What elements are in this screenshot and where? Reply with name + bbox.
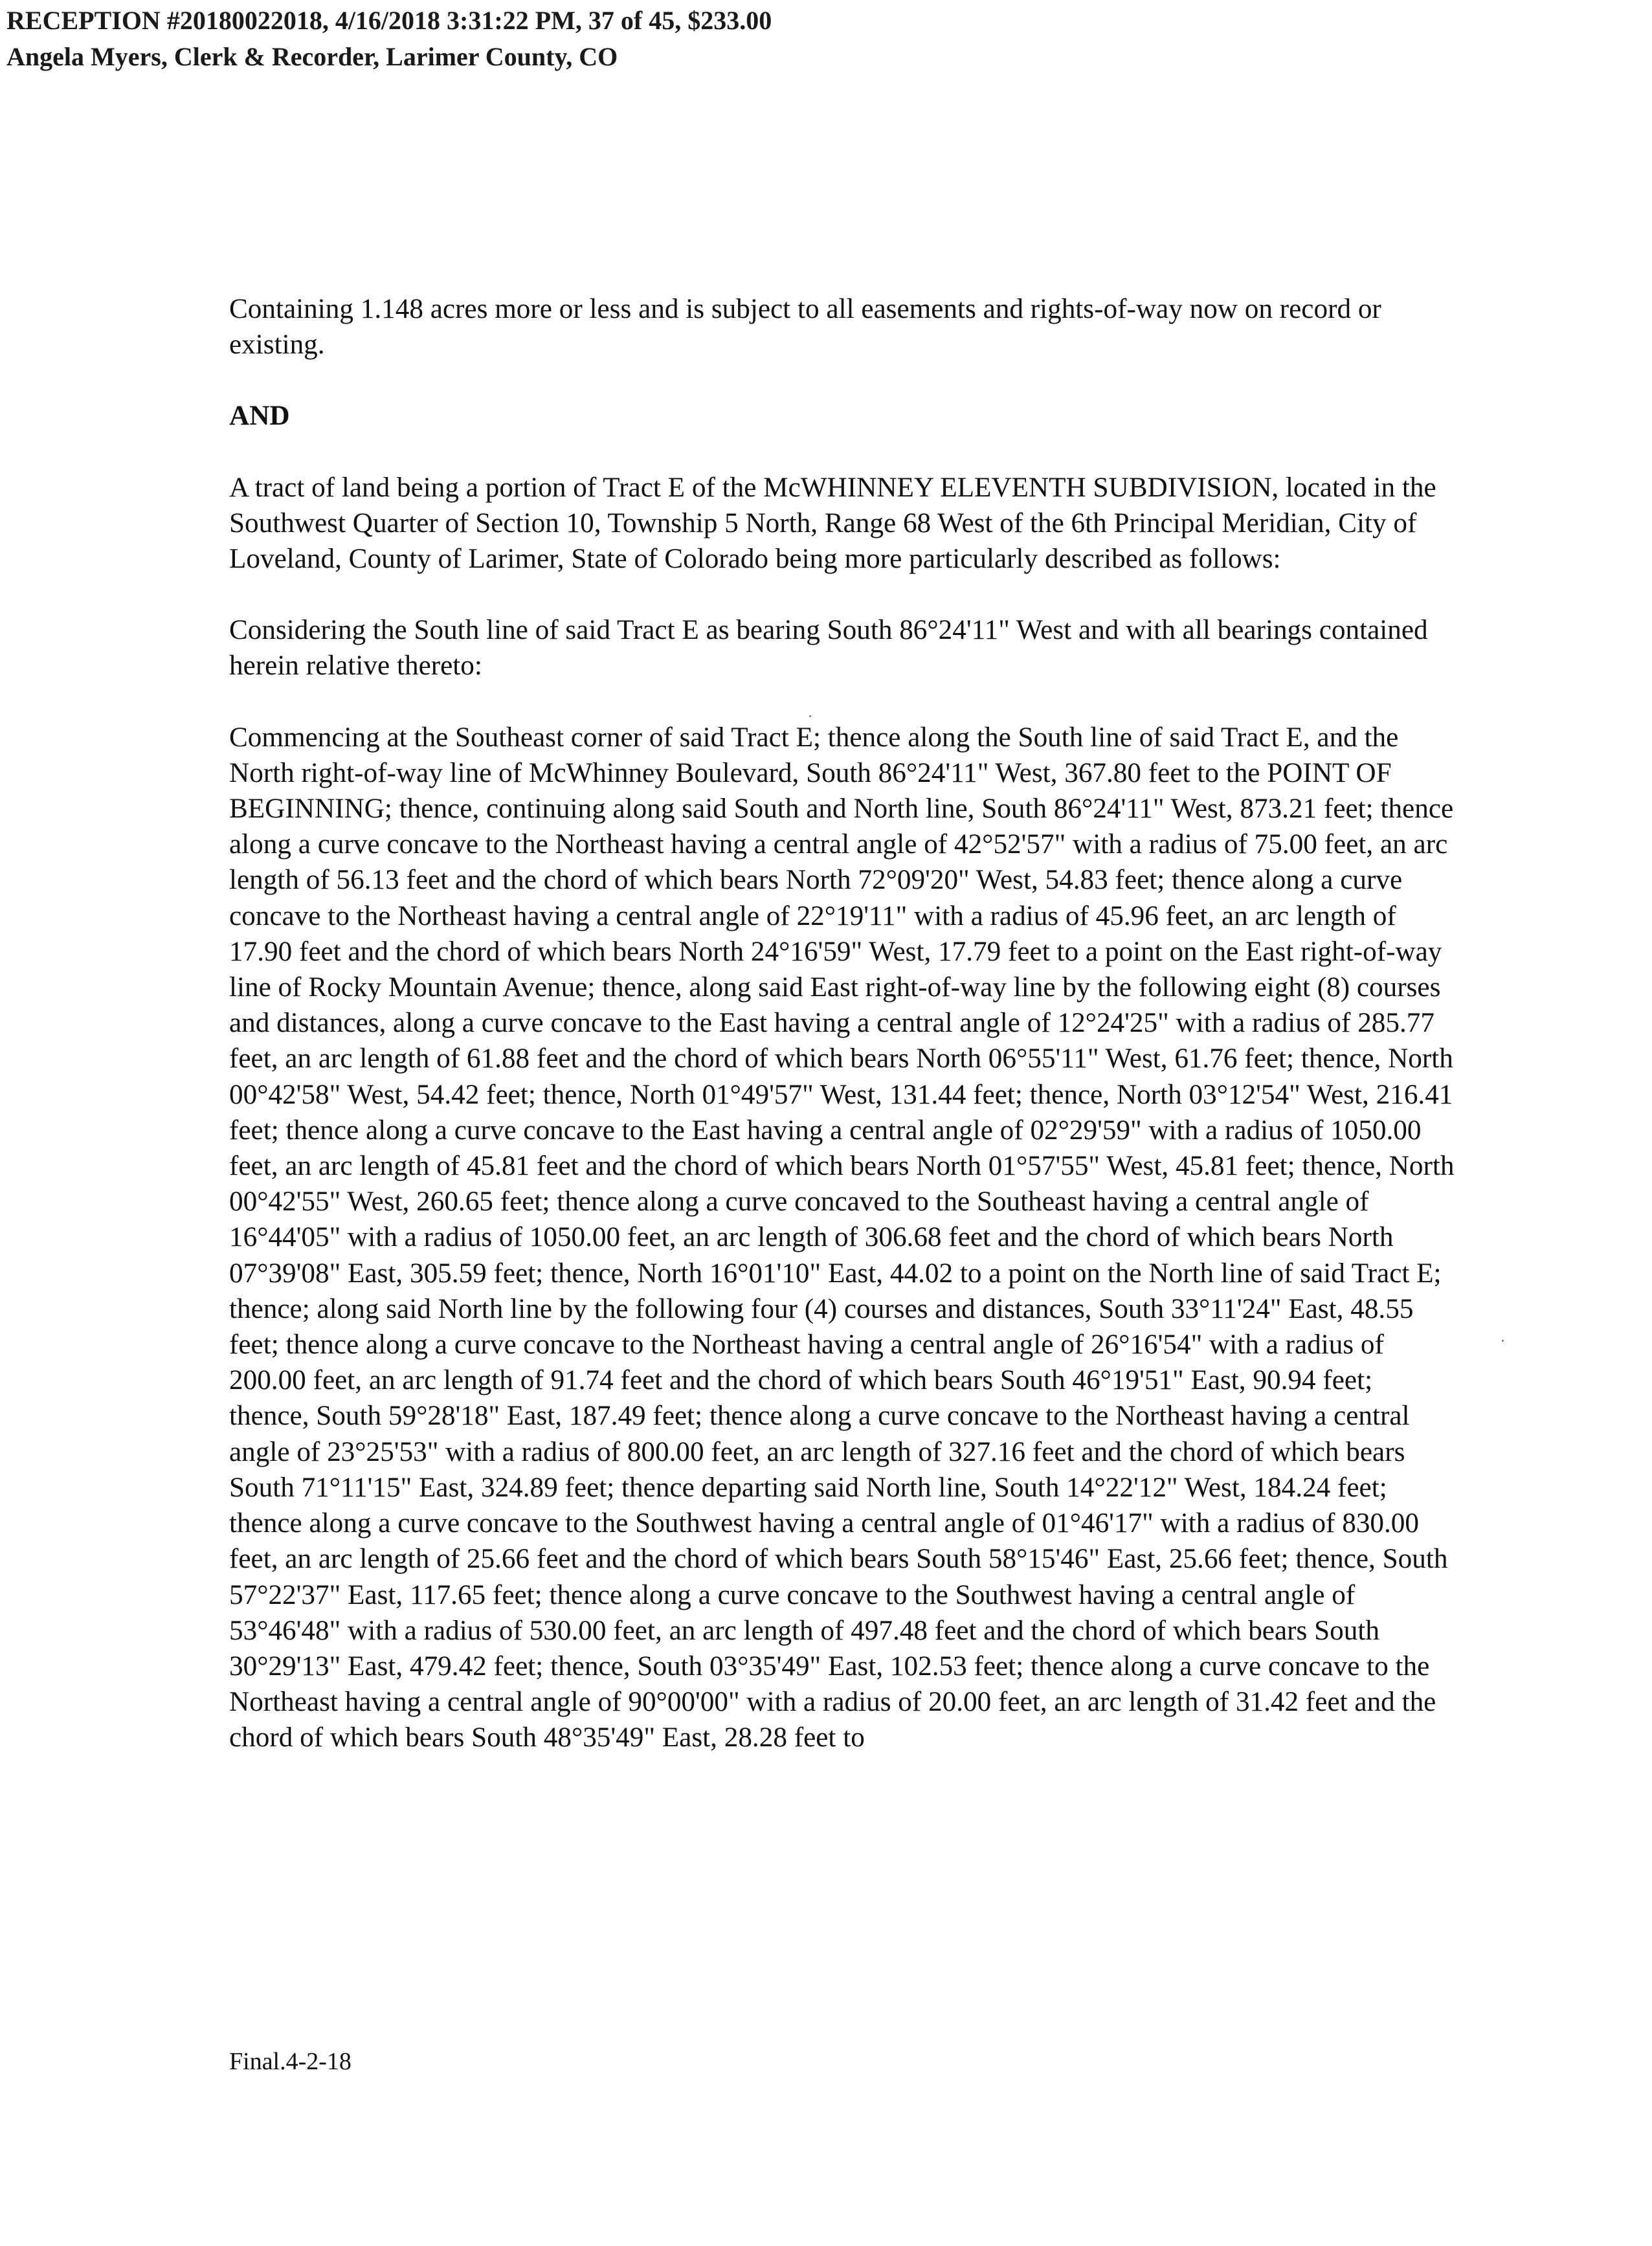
commencing-paragraph: Commencing at the Southeast corner of said Tract E; thence along the South line of said Tract E, and the North right-of-way line of McWhinney Boulevard, South 86°24'11" West, 367.80 feet to the POINT OF BEGINNING; thence, continuing along said South and North line, South 86°24'11" West, 873.21 feet; thence along a curve concave to the Northeast having a central angle of 42°52'57" with a radius of 75.00 feet, an arc length of 56.13 feet and the chord of which bears North 72°09'20" West, 54.83 feet; thence along a curve concave to the Northeast having a central angle of 22°19'11" with a radius of 45.96 feet, an arc length of 17.90 feet and the chord of which bears North 24°16'59" West, 17.79 feet to a point on the East right-of-way line of Rocky Mountain Avenue; thence, along said East right-of-way line by the following eight (8) courses and distances, along a curve concave to the East having a central angle of 12°24'25" with a radius of 285.77 feet, an arc length of 61.88 feet and the chord of which bears North 06°55'11" West, 61.76 feet; thence, North 00°42'58" West, 54.42 feet; thence, North 01°49'57" West, 131.44 feet; thence, North 03°12'54" West, 216.41 feet; thence along a curve concave to the East having a central angle of 02°29'59" with a radius of 1050.00 feet, an arc length of 45.81 feet and the chord of which bears North 01°57'55" West, 45.81 feet; thence, North 00°42'55" West, 260.65 feet; thence along a curve concaved to the Southeast having a central angle of 16°44'05" with a radius of 1050.00 feet, an arc length of 306.68 feet and the chord of which bears North 07°39'08" East, 305.59 feet; thence, North 16°01'10" East, 44.02 to a point on the North line of said Tract E; thence; along said North line by the following four (4) courses and distances, South 33°11'24" East, 48.55 feet; thence along a curve concave to the Northeast having a central angle of 26°16'54" with a radius of 200.00 feet, an arc length of 91.74 feet and the chord of which bears South 46°19'51" East, 90.94 feet; thence, South 59°28'18" East, 187.49 feet; thence along a curve concave to the Northeast having a central angle of 23°25'53" with a radius of 800.00 feet, an arc length of 327.16 feet and the chord of which bears South 71°11'15" East, 324.89 feet; thence departing said North line, South 14°22'12" West, 184.24 feet; thence along a curve concave to the Southwest having a central angle of 01°46'17" with a radius of 830.00 feet, an arc length of 25.66 feet and the chord of which bears South 58°15'46" East, 25.66 feet; thence, South 57°22'37" East, 117.65 feet; thence along a curve concave to the Southwest having a central angle of 53°46'48" with a radius of 530.00 feet, an arc length of 497.48 feet and the chord of which bears South 30°29'13" East, 479.42 feet; thence, South 03°35'49" East, 102.53 feet; thence along a curve concave to the Northeast having a central angle of 90°00'00" with a radius of 20.00 feet, an arc length of 31.42 feet and the chord of which bears South 48°35'49" East, 28.28 feet to xyxy=(229,722,1455,1753)
considering-paragraph: Considering the South line of said Tract E as bearing South 86°24'11" West and with all bearings contained herein relative thereto: xyxy=(229,615,1428,682)
paragraph-spacer xyxy=(229,362,1459,398)
tract-paragraph: A tract of land being a portion of Tract E of the McWHINNEY ELEVENTH SUBDIVISION, located in the Southwest Quarter of Section 10, Township 5 North, Range 68 West of the 6th Principal Meridian, City of Loveland, County of Larimer, State of Colorado being more particularly described as follows: xyxy=(229,472,1436,575)
clerk-recorder-line: Angela Myers, Clerk & Recorder, Larimer County, CO xyxy=(6,42,618,71)
paragraph-spacer xyxy=(229,577,1459,612)
paragraph-spacer xyxy=(229,434,1459,470)
legal-description-body xyxy=(229,291,1459,1756)
scan-speck xyxy=(1502,1340,1504,1342)
document-version-footer: Final.4-2-18 xyxy=(229,2048,352,2075)
reception-line: RECEPTION #20180022018, 4/16/2018 3:31:22 PM, 37 of 45, $233.00 xyxy=(6,6,772,35)
containing-paragraph: Containing 1.148 acres more or less and is subject to all easements and rights-of-way now on record or existing. xyxy=(229,294,1381,361)
and-heading: AND xyxy=(229,401,290,432)
paragraph-spacer xyxy=(229,684,1459,720)
recording-stamp xyxy=(6,3,772,75)
scan-speck xyxy=(809,715,811,717)
